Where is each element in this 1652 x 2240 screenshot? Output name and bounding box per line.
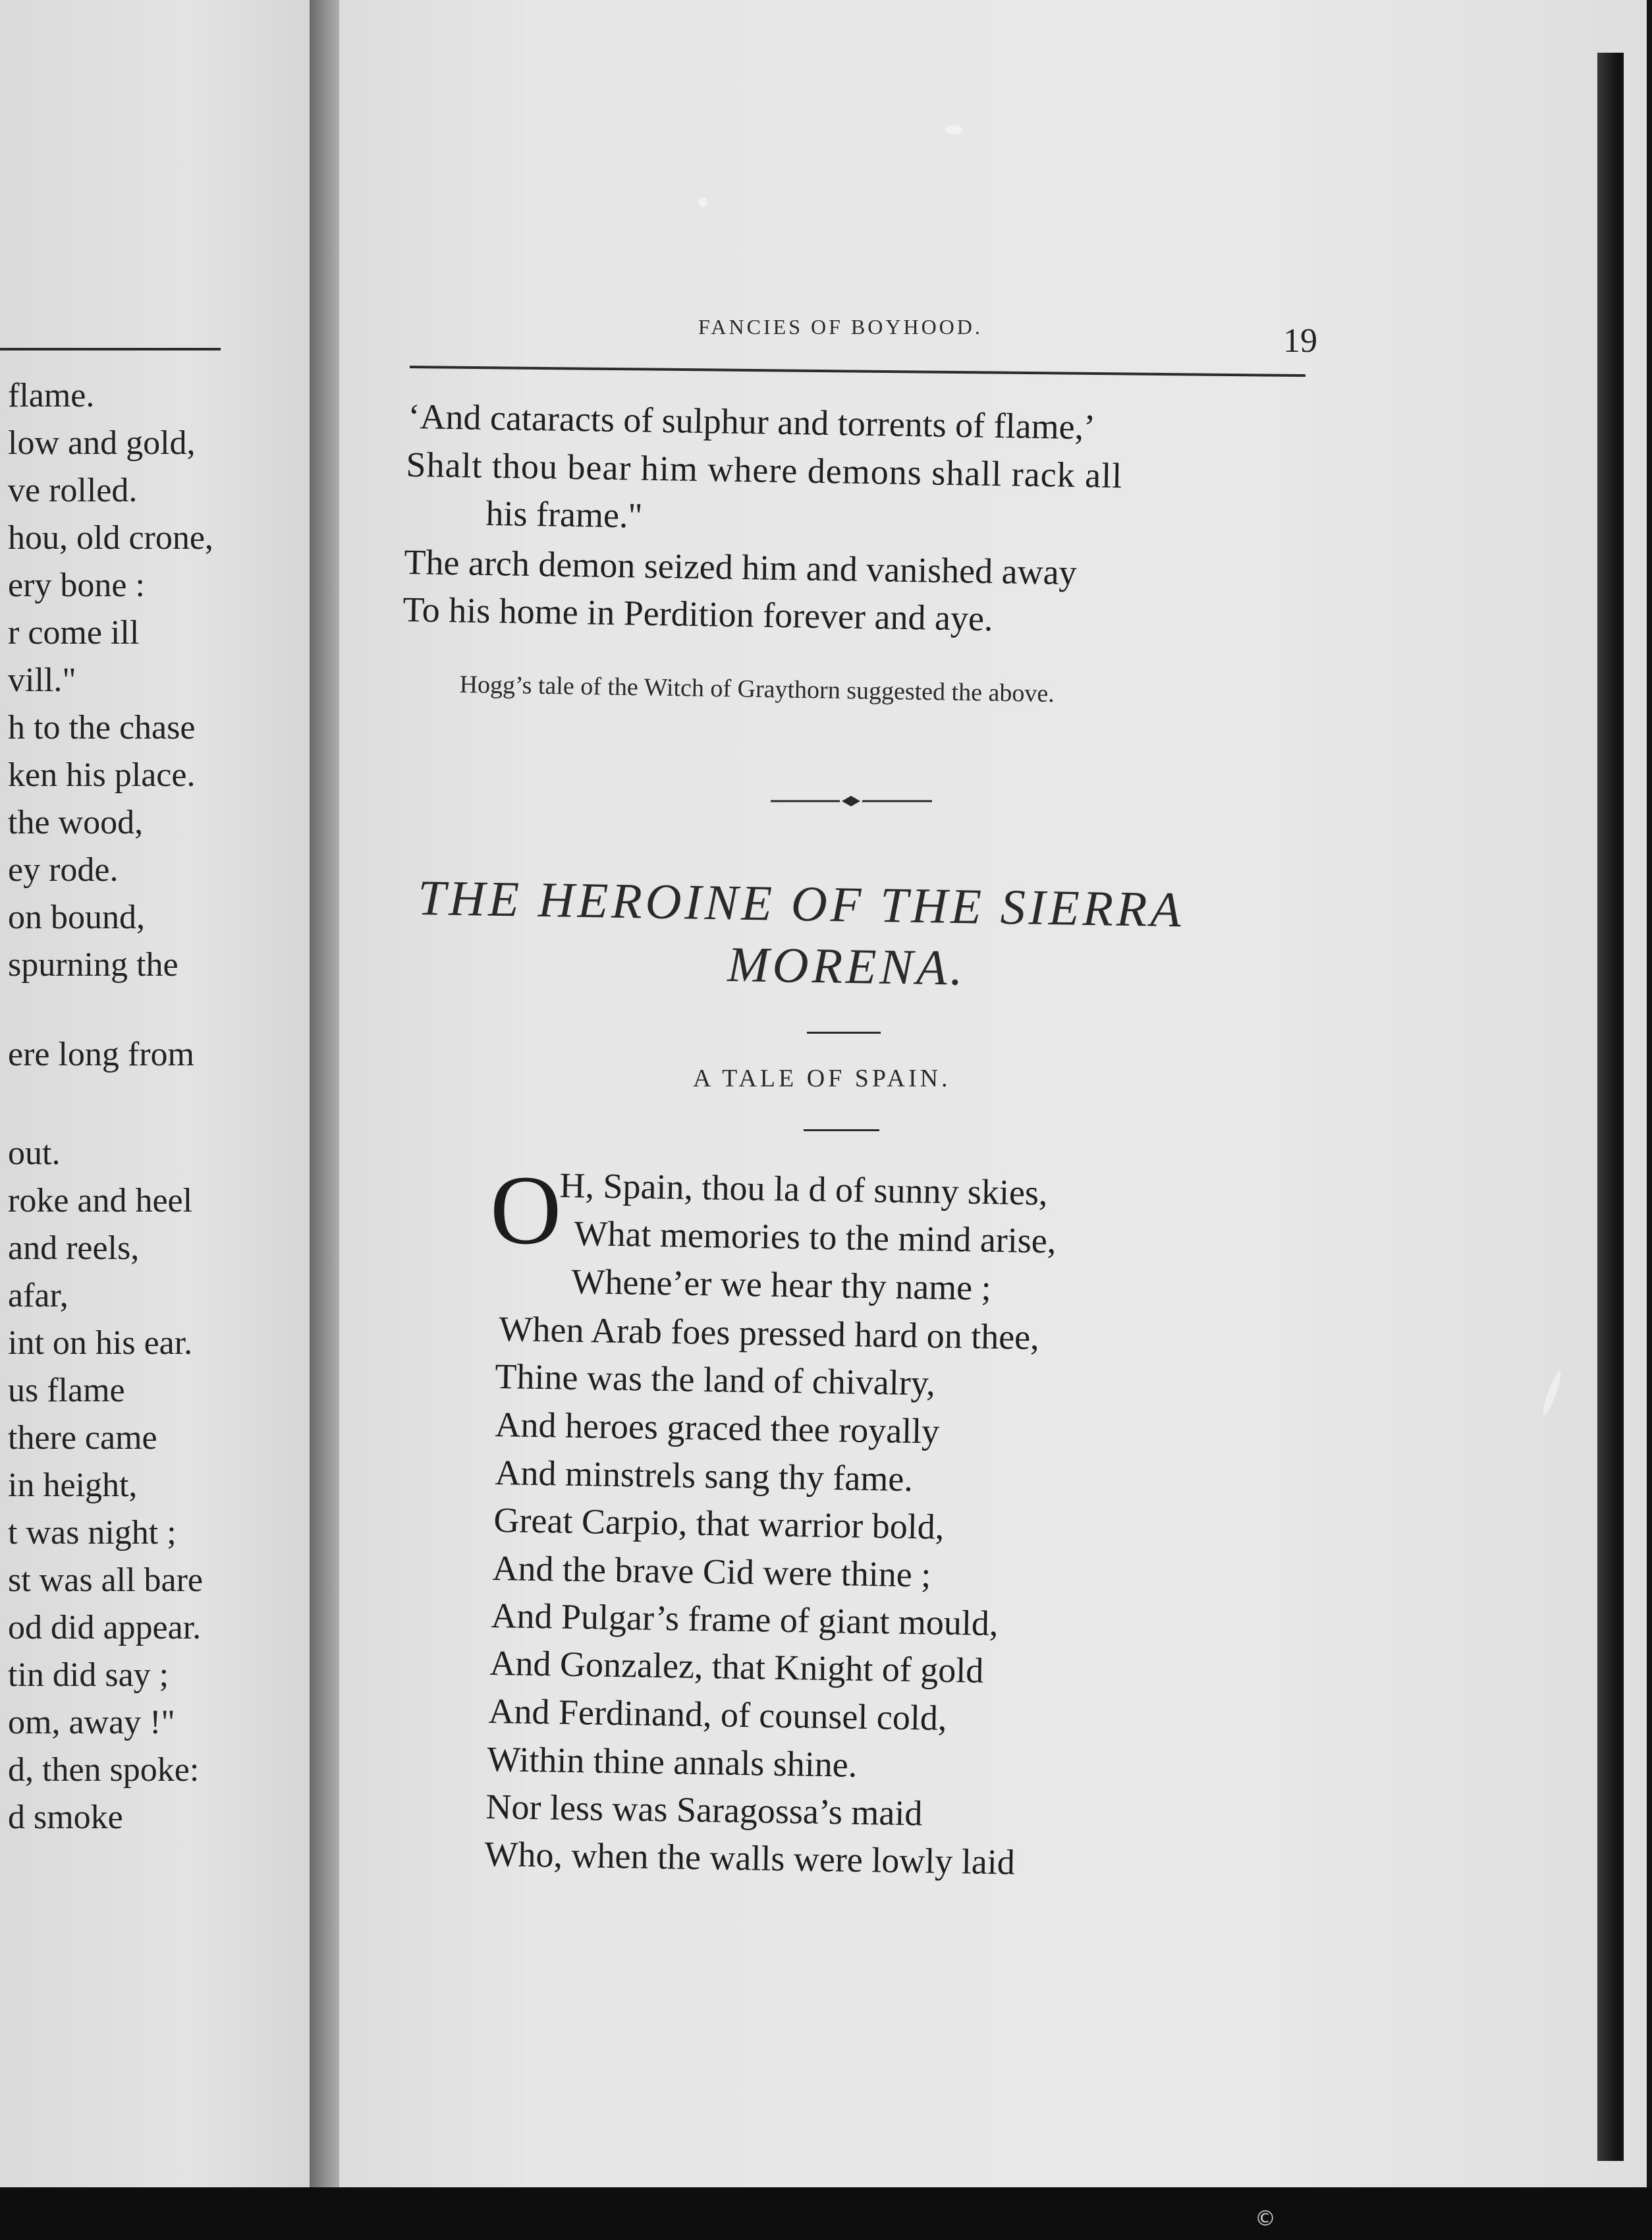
verse-line: ‘And cataracts of sulphur and torrents of flame,’: [408, 397, 1096, 447]
poem-line: Thine was the land of chivalry,: [495, 1357, 936, 1403]
text-line: r come ill: [8, 614, 140, 652]
poem-title-line-2: MORENA.: [727, 937, 967, 996]
paper-speck: [698, 198, 707, 207]
poem-line: Whene’er we hear thy name ;: [571, 1262, 992, 1308]
title-rule-upper: [807, 1032, 881, 1034]
text-line: out.: [8, 1134, 61, 1172]
poem-line: And Pulgar’s frame of giant mould,: [491, 1596, 999, 1644]
poem-line: And minstrels sang thy fame.: [495, 1453, 914, 1499]
poem-line: And Ferdinand, of counsel cold,: [488, 1691, 947, 1738]
poem-line: What memories to the mind arise,: [574, 1214, 1057, 1261]
text-line: flame.: [8, 377, 95, 414]
text-line: int on his ear.: [8, 1324, 193, 1362]
verse-line: Shalt thou bear him where demons shall rack all: [406, 445, 1123, 496]
poem-title-line-1: THE HEROINE OF THE SIERRA: [417, 870, 1185, 938]
text-line: h to the chase: [8, 709, 196, 746]
page-edge: [1597, 53, 1624, 2161]
text-line: ery bone :: [8, 567, 145, 604]
book-spine: [310, 0, 343, 2187]
text-line: vill.": [8, 661, 76, 699]
text-line: spurning the: [8, 946, 179, 984]
text-line: us flame: [8, 1372, 125, 1409]
text-line: om, away !": [8, 1704, 175, 1741]
drop-cap: O: [490, 1156, 562, 1265]
poem-line: H, Spain, thou la d of sunny skies,: [559, 1165, 1048, 1213]
poem-line: And heroes graced thee royally: [495, 1405, 940, 1451]
attribution-note: Hogg’s tale of the Witch of Graythorn suggested the above.: [459, 670, 1055, 708]
text-line: ey rode.: [8, 851, 119, 889]
text-line: low and gold,: [8, 424, 196, 462]
text-line: d, then spoke:: [8, 1751, 200, 1789]
previous-page: [0, 0, 310, 2187]
text-line: ere long from: [8, 1036, 195, 1073]
section-ornament: [771, 793, 932, 809]
text-line: tin did say ;: [8, 1656, 169, 1694]
scan-mark: ©: [1255, 2206, 1276, 2231]
scan-border: [0, 2187, 1652, 2240]
text-line: on bound,: [8, 899, 145, 936]
text-line: ve rolled.: [8, 472, 138, 509]
text-line: roke and heel: [8, 1182, 193, 1219]
title-rule-lower: [804, 1129, 879, 1131]
poem-line: And Gonzalez, that Knight of gold: [489, 1643, 984, 1691]
text-line: afar,: [8, 1277, 69, 1314]
poem-line: Within thine annals shine.: [487, 1739, 858, 1785]
text-line: there came: [8, 1419, 157, 1457]
page-number: 19: [1283, 322, 1317, 360]
poem-line: And the brave Cid were thine ;: [492, 1548, 931, 1595]
paper-speck: [945, 125, 962, 134]
previous-page-rule: [0, 348, 221, 350]
text-line: st was all bare: [8, 1561, 204, 1599]
poem-line: Who, when the walls were lowly laid: [484, 1834, 1016, 1882]
text-line: d smoke: [8, 1799, 123, 1836]
verse-line: his frame.": [485, 493, 643, 536]
poem-line: When Arab foes pressed hard on thee,: [499, 1309, 1040, 1357]
paper-speck: [1540, 1370, 1563, 1416]
text-line: and reels,: [8, 1229, 140, 1267]
text-line: t was night ;: [8, 1514, 177, 1552]
ornament-diamond: [842, 796, 860, 806]
poem-subtitle: A TALE OF SPAIN.: [693, 1065, 951, 1092]
text-line: hou, old crone,: [8, 519, 213, 557]
text-line: ken his place.: [8, 756, 196, 794]
text-line: the wood,: [8, 804, 144, 841]
verse-line: The arch demon seized him and vanished away: [404, 542, 1078, 593]
poem-line: Great Carpio, that warrior bold,: [493, 1500, 945, 1547]
running-head: FANCIES OF BOYHOOD.: [698, 315, 983, 339]
text-line: in height,: [8, 1467, 138, 1504]
verse-line: To his home in Perdition forever and aye.: [402, 590, 993, 639]
poem-line: Nor less was Saragossa’s maid: [485, 1787, 923, 1834]
text-line: od did appear.: [8, 1609, 202, 1646]
